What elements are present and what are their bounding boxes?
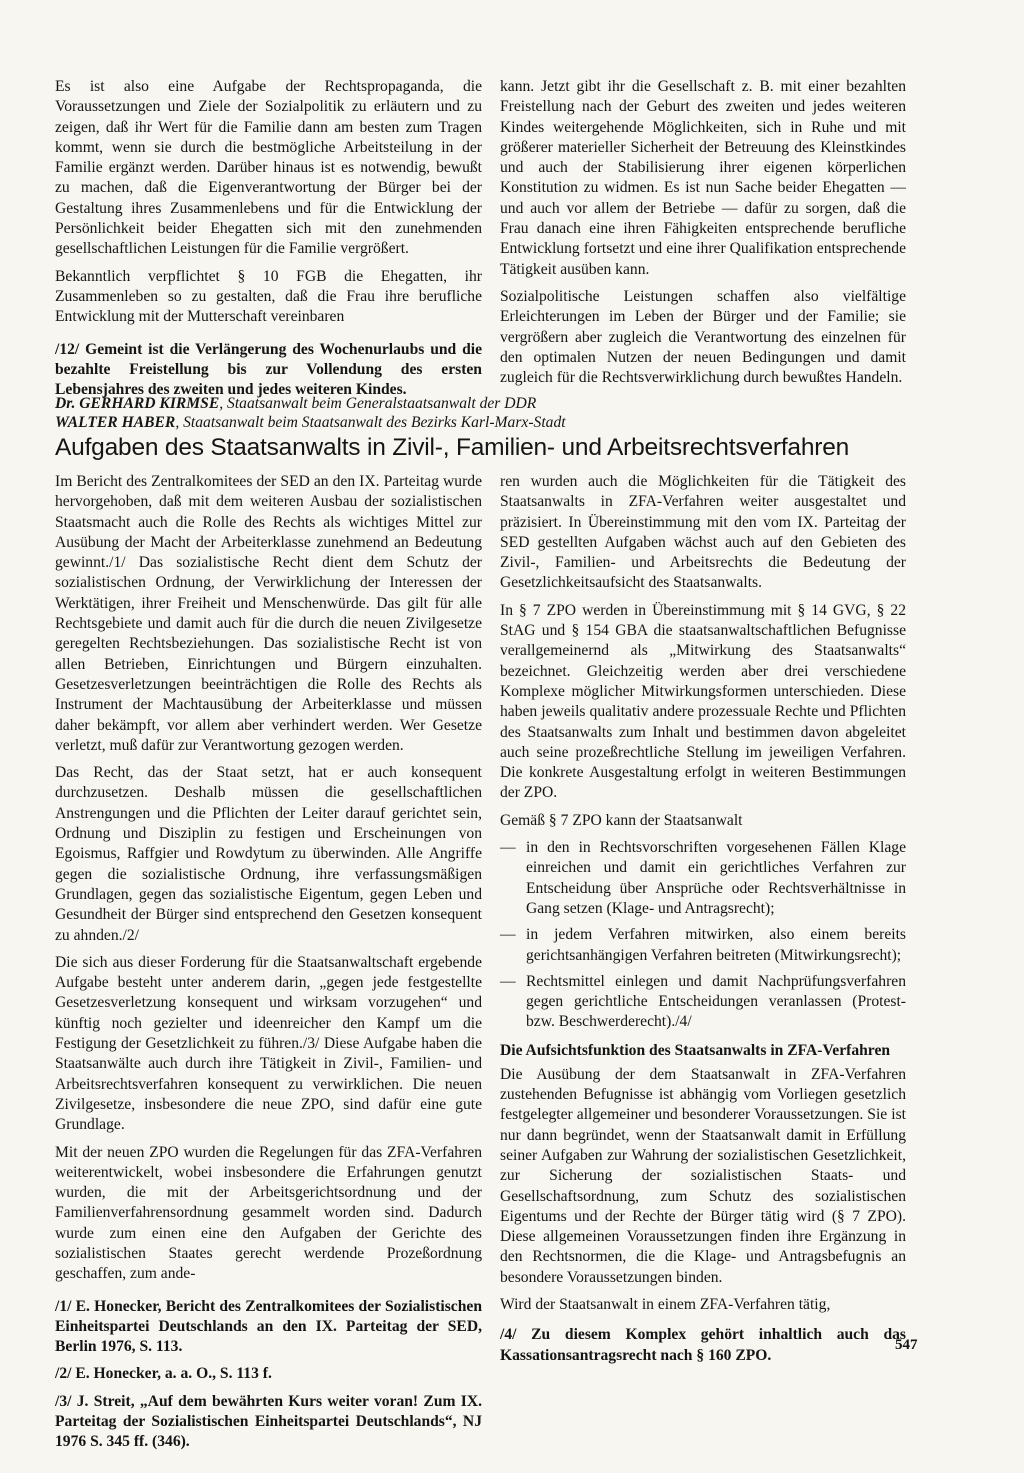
author-line bbox=[55, 394, 955, 413]
article-title: Aufgaben des Staatsanwalts in Zivil-, Familien- und Arbeitsrechtsverfahren bbox=[55, 434, 850, 461]
list-item: — in jedem Verfahren mitwirken, also einem bereits gerichtsanhängigen Verfahren beitreten (Mitwirkungsrecht); bbox=[500, 925, 906, 966]
list-item: — Rechtsmittel einlegen und damit Nachprüfungsverfahren gegen gerichtliche Entscheidungen veranlassen (Protest- bzw. Beschwerderecht)./4/ bbox=[500, 972, 906, 1033]
author-role: , Staatsanwalt beim Staatsanwalt des Bezirks Karl-Marx-Stadt bbox=[175, 414, 566, 431]
footnote: /2/ E. Honecker, a. a. O., S. 113 f. bbox=[55, 1365, 272, 1383]
main-left-column bbox=[55, 472, 482, 1460]
main-right-column bbox=[500, 472, 906, 1373]
list-item: — in den in Rechtsvorschriften vorgesehenen Fällen Klage einreichen und damit ein gerichtliches Verfahren zur Entscheidung über Ansprüche oder Rechtsverhältnisse in Gang setzen (Klage- und Antragsrecht); bbox=[500, 838, 906, 919]
author-role: , Staatsanwalt beim Generalstaatsanwalt der DDR bbox=[219, 395, 537, 412]
footnote: /4/ Zu diesem Komplex gehört inhaltlich auch das Kassationsantragsrecht nach § 160 ZPO. bbox=[500, 1326, 906, 1364]
top-right-column bbox=[500, 77, 906, 395]
paragraph: Sozialpolitische Leistungen schaffen also vielfältige Erleichterungen im Leben der Bürger und der Familie; sie vergrößern aber zugleich die Verantwortung des einzelnen für den optimalen Nutzen der neuen Bedingungen und damit zugleich für die Rechtsverwirklichung durch bewußtes Handeln. bbox=[500, 287, 906, 387]
author-block bbox=[55, 394, 955, 432]
page-number: 547 bbox=[895, 1337, 918, 1353]
author-line bbox=[55, 413, 955, 432]
paragraph: Bekanntlich verpflichtet § 10 FGB die Ehegatten, ihr Zusammenleben so zu gestalten, daß die Frau ihre berufliche Entwicklung mit der Mutterschaft vereinbaren bbox=[55, 267, 482, 326]
paragraph: Wird der Staatsanwalt in einem ZFA-Verfahren tätig, bbox=[500, 1295, 831, 1313]
top-left-column bbox=[55, 77, 482, 407]
powers-list bbox=[500, 838, 906, 1033]
paragraph: Die Ausübung der dem Staatsanwalt in ZFA-Verfahren zustehenden Befugnisse ist abhängig vom Vorliegen gesetzlich festgelegter allgemeiner und besonderer Voraussetzungen. Sie ist nur dann begründet, wenn der Staatsanwalt damit in Erfüllung seiner Aufgaben zur Wahrung der sozialistischen Gesetzlichkeit, zur Sicherung der sozialistischen Staats- und Gesellschaftsordnung, zum Schutz des sozialistischen Eigentums und der Rechte der Bürger tätig wird (§ 7 ZPO). Diese allgemeinen Voraussetzungen finden ihre Ergänzung in den Rechtsnormen, die die Klage- und Antragsbefugnis an besondere Voraussetzungen binden. bbox=[500, 1065, 906, 1286]
paragraph: In § 7 ZPO werden in Übereinstimmung mit § 14 GVG, § 22 StAG und § 154 GBA die staatsanwaltschaftlichen Befugnisse verallgemeinernd als „Mitwirkung des Staatsanwalts“ bezeichnet. Gleichzeitig werden aber drei verschiedene Komplexe möglicher Mitwirkungsformen unterschieden. Diese haben jeweils qualitativ andere prozessuale Rechte und Pflichten des Staatsanwalts zum Inhalt und bestimmen davon abgeleitet auch seine prozeßrechtliche Stellung im jeweiligen Verfahren. Die konkrete Ausgestaltung erfolgt in weiteren Bestimmungen der ZPO. bbox=[500, 601, 906, 802]
paragraph: kann. Jetzt gibt ihr die Gesellschaft z. B. mit einer bezahlten Freistellung nach der Geburt des zweiten und jedes weiteren Kindes weitergehende Möglichkeiten, sich in Ruhe und mit größerer materieller Sicherheit der Betreuung des Kleinstkindes und auch der Stabilisierung ihrer eigenen körperlichen Konstitution zu widmen. Es ist nun Sache beider Ehegatten — und auch vor allem der Betriebe — dafür zu sorgen, daß die Frau danach eine ihren Fähigkeiten entsprechende berufliche Entwicklung fortsetzt und eine ihrer Qualifikation entsprechende Tätigkeit ausüben kann. bbox=[500, 78, 906, 278]
footnote: /3/ J. Streit, „Auf dem bewährten Kurs weiter voran! Zum IX. Parteitag der Sozialistischen Einheitspartei Deutschlands“, NJ 1976 S. 345 ff. (346). bbox=[55, 1392, 482, 1451]
footnote: /12/ Gemeint ist die Verlängerung des Wochenurlaubs und die bezahlte Freistellung bis zur Vollendung des ersten Lebensjahres des zweiten und jedes weiteren Kindes. bbox=[55, 340, 482, 399]
footnote: /1/ E. Honecker, Bericht des Zentralkomitees der Sozialistischen Einheitspartei Deutschlands an den IX. Parteitag der SED, Berlin 1976, S. 113. bbox=[55, 1297, 482, 1356]
paragraph: Das Recht, das der Staat setzt, hat er auch konsequent durchzusetzen. Deshalb müssen die gesellschaftlichen Anstrengungen und die Pflichten der Leiter darauf gerichtet sein, Ordnung und Disziplin zu festigen und Erscheinungen von Egoismus, Raffgier und Rowdytum zu überwinden. Alle Angriffe gegen die sozialistische Ordnung, ihre verfassungsmäßigen Grundlagen, gegen das sozialistische Eigentum, gegen Leben und Gesundheit der Bürger sind entsprechend den Gesetzen konsequent zu ahnden./2/ bbox=[55, 764, 482, 944]
paragraph: Im Bericht des Zentralkomitees der SED an den IX. Parteitag wurde hervorgehoben, daß mit dem weiteren Ausbau der sozialistischen Staatsmacht auch die Rolle des Rechts als wichtiges Mittel zur Ausübung der Macht der Arbeiterklasse zunehmend an Bedeutung gewinnt./1/ Das sozialistische Recht dient dem Schutz der sozialistischen Ordnung, der Verwirklichung der Interessen der Werktätigen, ihrer Freiheit und Menschenwürde. Das gilt für alle Rechtsgebiete und damit auch für die durch die neuen Zivilgesetze geregelten Rechtsbeziehungen. Das sozialistische Recht ist von allen Betrieben, Einrichtungen und Bürgern einzuhalten. Gesetzesverletzungen beeinträchtigen die Rolle des Rechts als Instrument der Machtausübung der Arbeiterklasse und müssen daher bekämpft, vor allem aber verhindert werden. Wer Gesetze verletzt, muß dafür zur Verantwortung gezogen werden. bbox=[55, 473, 482, 754]
author-name: WALTER HABER bbox=[55, 414, 176, 431]
paragraph: Gemäß § 7 ZPO kann der Staatsanwalt bbox=[500, 811, 743, 829]
section-subheading: Die Aufsichtsfunktion des Staatsanwalts in ZFA-Verfahren bbox=[500, 1041, 891, 1059]
paragraph: Die sich aus dieser Forderung für die Staatsanwaltschaft ergebende Aufgabe besteht unter anderem darin, „gegen jede festgestellte Gesetzesverletzung konsequent und wirksam vorzugehen“ und künftig noch gezielter und ideenreicher den Kampf um die Festigung der Gesetzlichkeit zu führen./3/ Diese Aufgabe haben die Staatsanwälte auch durch ihre Tätigkeit in Zivil-, Familien- und Arbeitsrechtsverfahren konsequent zu verwirklichen. Die neuen Zivilgesetze, insbesondere die neue ZPO, sind dafür eine gute Grundlage. bbox=[55, 953, 482, 1134]
author-name: Dr. GERHARD KIRMSE bbox=[55, 395, 220, 412]
paragraph: ren wurden auch die Möglichkeiten für die Tätigkeit des Staatsanwalts in ZFA-Verfahren weiter ausgestaltet und präzisiert. In Übereinstimmung mit den vom IX. Parteitag der SED gestellten Aufgaben wächst auch auf den Gebieten des Zivil-, Familien- und Arbeitsrechts die Bedeutung der Gesetzlichkeitsaufsicht des Staatsanwalts. bbox=[500, 473, 906, 592]
footnotes bbox=[55, 1297, 482, 1453]
paragraph: Mit der neuen ZPO wurden die Regelungen für das ZFA-Verfahren weiterentwickelt, wobei insbesondere die Erfahrungen genutzt wurden, die mit der Arbeitsgerichtsordnung und der Familienverfahrensordnung gesammelt worden sind. Dadurch wurde zum einen eine den Aufgaben der Gerichte des sozialistischen Staates gerecht werdende Prozeßordnung geschaffen, zum ande- bbox=[55, 1143, 482, 1283]
paragraph: Es ist also eine Aufgabe der Rechtspropaganda, die Voraussetzungen und Ziele der Sozialpolitik zu erläutern und zu zeigen, daß ihr Wert für die Familie dann am besten zum Tragen kommt, wenn sie durch die bestmögliche Arbeitsteilung in der Familie ergänzt werden. Darüber hinaus ist es notwendig, bewußt zu machen, daß die Eigenverantwortung der Bürger bei der Gestaltung ihres Zusammenlebens und für die Entwicklung der Persönlichkeit beider Ehegatten sich mit den zunehmenden gesellschaftlichen Leistungen für die Familie vergrößert. bbox=[55, 78, 482, 258]
